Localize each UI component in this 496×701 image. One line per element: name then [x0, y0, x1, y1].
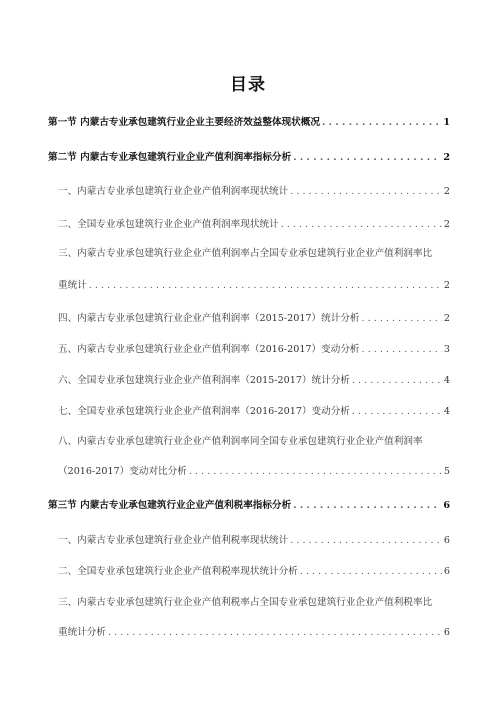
toc-entry-3-1[interactable]	[58, 535, 450, 547]
toc-entry-label: 五、内蒙古专业承包建筑行业企业产值利润率（2016-2017）变动分析	[58, 344, 360, 355]
toc-entry-2-4[interactable]	[58, 313, 450, 325]
toc-entry-3-3-line2[interactable]	[58, 627, 450, 639]
toc-entry-2-3-line2[interactable]	[58, 280, 450, 292]
toc-entry-label: 三、内蒙古专业承包建筑行业企业产值利润率占全国专业承包建筑行业企业产值利润率比	[58, 248, 433, 259]
toc-page-number: 2	[443, 152, 450, 163]
dot-leader	[293, 152, 441, 164]
toc-page-number: 6	[443, 627, 450, 638]
toc-entry-label: 六、全国专业承包建筑行业企业产值利润率（2015-2017）统计分析	[58, 375, 350, 386]
toc-entry-3-3-line1[interactable]	[58, 597, 450, 609]
toc-page-number: 3	[443, 344, 450, 355]
toc-page-number: 2	[443, 280, 450, 291]
toc-entry-2-2[interactable]	[58, 219, 450, 231]
toc-page-number: 4	[443, 375, 450, 386]
toc-entry-label: 重统计分析	[58, 627, 106, 638]
toc-entry-label: 一、内蒙古专业承包建筑行业企业产值利润率现状统计	[58, 186, 289, 197]
dot-leader	[290, 186, 442, 198]
toc-entry-label: （2016-2017）变动对比分析	[58, 466, 187, 477]
toc-entry-label: 四、内蒙古专业承包建筑行业企业产值利润率（2015-2017）统计分析	[58, 313, 360, 324]
toc-entry-label: 七、全国专业承包建筑行业企业产值利润率（2016-2017）变动分析	[58, 406, 350, 417]
dot-leader	[300, 566, 442, 578]
toc-entry-2-8-line1[interactable]	[58, 436, 450, 448]
toc-entry-3-2[interactable]	[58, 566, 450, 578]
toc-entry-label: 第一节 内蒙古专业承包建筑行业企业主要经济效益整体现状概况	[48, 117, 320, 128]
toc-page-number: 1	[443, 117, 450, 128]
toc-entry-2-6[interactable]	[58, 375, 450, 387]
toc-entry-2-8-line2[interactable]	[58, 466, 450, 478]
dot-leader	[290, 535, 442, 547]
toc-page-number: 6	[443, 566, 450, 577]
toc-entry-section-2[interactable]	[48, 152, 450, 164]
dot-leader	[281, 219, 442, 231]
dot-leader	[293, 500, 441, 512]
toc-page-number: 6	[443, 500, 450, 511]
toc-entry-label: 第二节 内蒙古专业承包建筑行业企业产值利润率指标分析	[48, 152, 292, 163]
toc-entry-label: 第三节 内蒙古专业承包建筑行业企业产值利税率指标分析	[48, 500, 292, 511]
toc-page-number: 2	[443, 186, 450, 197]
toc-entry-section-1[interactable]	[48, 117, 450, 129]
dot-leader	[322, 117, 441, 129]
dot-leader	[362, 313, 442, 325]
dot-leader	[352, 375, 442, 387]
toc-entry-2-7[interactable]	[58, 406, 450, 418]
toc-entry-label: 二、全国专业承包建筑行业企业产值利润率现状统计	[58, 219, 279, 230]
toc-page-number: 2	[443, 219, 450, 230]
toc-title: 目录	[230, 75, 266, 95]
dot-leader	[362, 344, 442, 356]
toc-page-number: 6	[443, 535, 450, 546]
toc-entry-2-1[interactable]	[58, 186, 450, 198]
toc-entry-2-5[interactable]	[58, 344, 450, 356]
toc-page-number: 2	[443, 313, 450, 324]
toc-entry-section-3[interactable]	[48, 500, 450, 512]
dot-leader	[108, 627, 442, 639]
toc-entry-label: 三、内蒙古专业承包建筑行业企业产值利税率占全国专业承包建筑行业企业产值利税率比	[58, 597, 433, 608]
dot-leader	[352, 406, 442, 418]
toc-entry-label: 一、内蒙古专业承包建筑行业企业产值利税率现状统计	[58, 535, 289, 546]
dot-leader	[89, 280, 442, 292]
toc-entry-label: 八、内蒙古专业承包建筑行业企业产值利润率同全国专业承包建筑行业企业产值利润率	[58, 436, 423, 447]
dot-leader	[189, 466, 442, 478]
toc-entry-label: 重统计	[58, 280, 87, 291]
toc-page-number: 4	[443, 406, 450, 417]
toc-page-number: 5	[443, 466, 450, 477]
toc-entry-2-3-line1[interactable]	[58, 248, 450, 260]
toc-entry-label: 二、全国专业承包建筑行业企业产值利税率现状统计分析	[58, 566, 298, 577]
